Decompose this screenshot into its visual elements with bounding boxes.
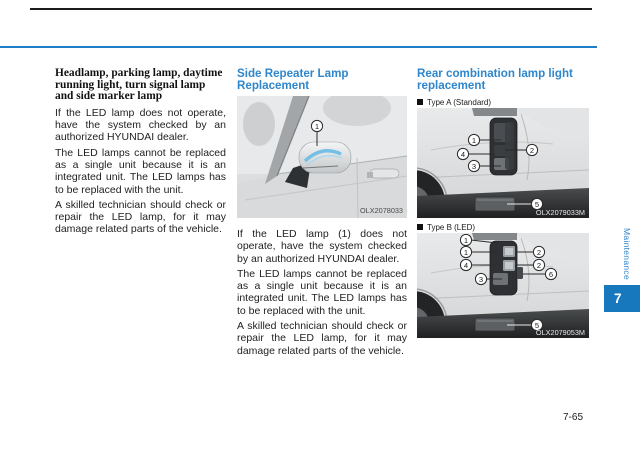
svg-text:6: 6 [548,270,554,279]
figure-code: OLX2079033M [535,208,585,217]
type-a-label [417,96,589,108]
svg-text:3: 3 [478,275,484,284]
type-a-label-text: Type A (Standard) [427,97,492,107]
figure-type-a [417,96,589,218]
side-repeater-paragraph-2: The LED lamps cannot be replaced as a single unit because it is an integrated unit. The LED lamps has to be replaced with the unit. [237,267,407,317]
headlamp-paragraph-3: A skilled technician should check or repair the LED lamp, for it may damage related parts of the vehicle. [55,198,226,236]
svg-text:1: 1 [463,248,469,257]
svg-text:2: 2 [529,146,535,155]
figure-code: OLX2078033 [359,206,403,215]
figure-code: OLX2079053M [535,328,585,337]
svg-text:2: 2 [536,248,542,257]
headrest-shape [243,102,275,146]
figure-side-repeater [237,96,407,218]
chapter-number-badge: 7 [604,285,640,312]
side-repeater-paragraph-3: A skilled technician should check or repair the LED lamp, for it may damage related parts of the vehicle. [237,320,407,357]
svg-text:1: 1 [463,236,469,245]
section-side-repeater [237,68,407,360]
svg-text:2: 2 [536,261,542,270]
type-b-label [417,221,589,233]
svg-text:4: 4 [460,150,466,159]
door-handle [370,169,399,178]
rear-lamp-heading: Rear combination lamp light replacement [417,67,573,92]
chapter-tab-label: Maintenance [622,228,632,280]
figure-type-b [417,221,589,338]
headlamp-paragraph-2: The LED lamps cannot be replaced as a single unit because it is an integrated unit. The LED lamps has to be replaced with the unit. [55,146,226,196]
rear-lamp-photo-type-b [417,233,589,338]
side-repeater-paragraph-1: If the LED lamp (1) does not operate, have the system checked by an authorized HYUNDAI dealer. [237,228,407,265]
door-lock [367,172,373,178]
rear-lamp-photo-type-a [417,108,589,218]
svg-text:1: 1 [314,122,320,131]
side-repeater-heading: Side Repeater Lamp Replacement [237,67,349,92]
svg-text:5: 5 [534,200,540,209]
svg-text:4: 4 [463,261,469,270]
headlamp-heading: Headlamp, parking lamp, daytime running light, turn signal lamp and side marker lamp [55,67,223,103]
svg-text:3: 3 [471,162,477,171]
svg-text:5: 5 [534,321,540,330]
side-repeater-text [237,228,407,357]
roof-spoiler [472,108,517,116]
type-b-label-text: Type B (LED) [427,222,476,232]
type-label-square-icon [417,99,423,105]
page-number: 7-65 [563,412,584,423]
section-rear-combination [417,68,589,338]
svg-text:1: 1 [471,136,477,145]
section-headlamp [55,68,226,239]
type-label-square-icon [417,224,423,230]
header-rule [0,46,597,48]
headlamp-paragraph-1: If the LED lamp does not operate, have the system checked by an authorized HYUNDAI dealer. [55,106,226,144]
top-rule [30,8,592,10]
side-mirror-photo [237,96,407,218]
roof-spoiler [472,233,517,240]
